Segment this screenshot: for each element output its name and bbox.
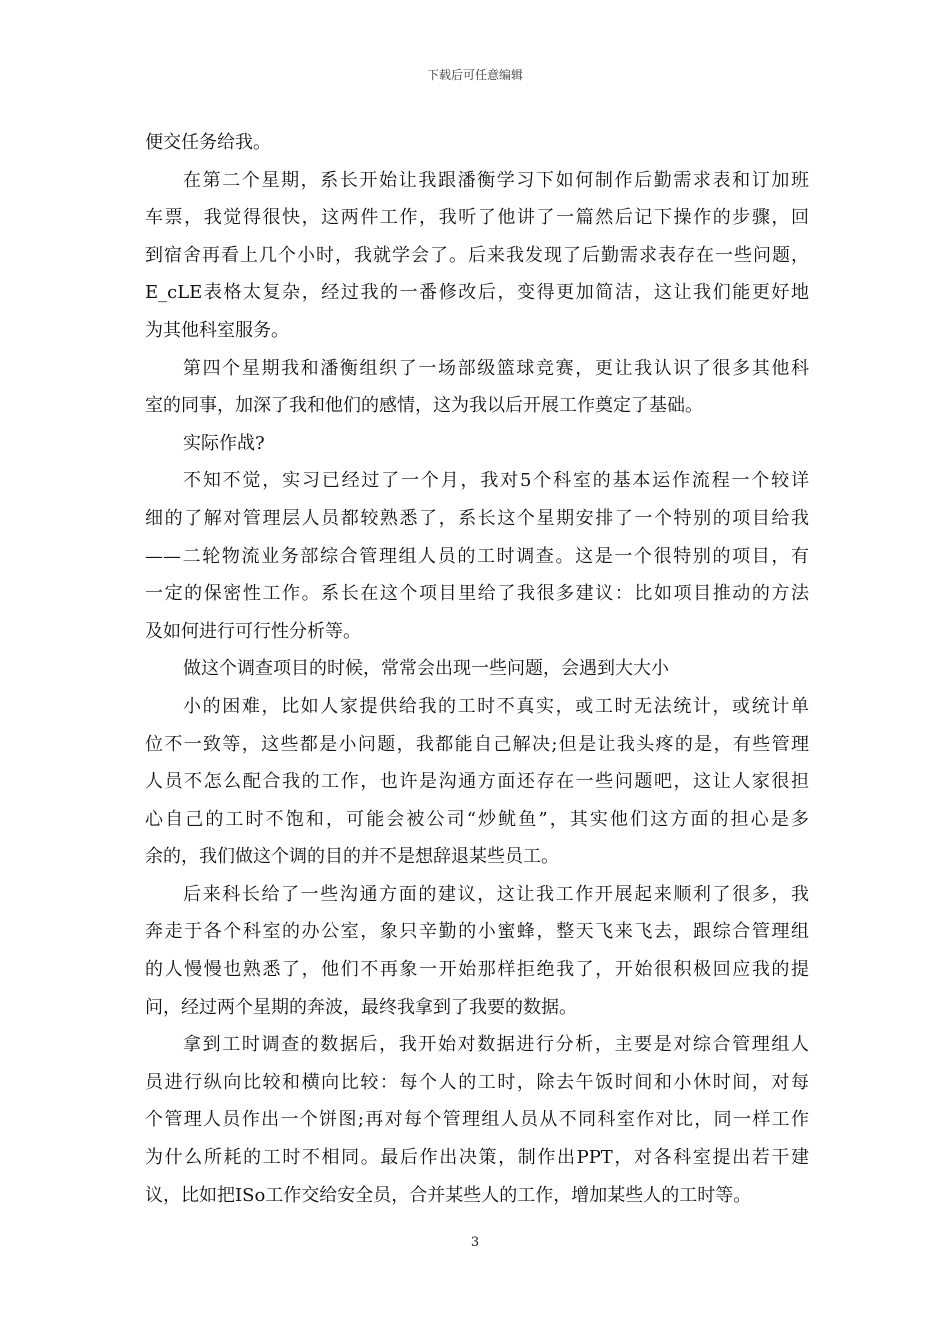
text-line: 心自己的工时不饱和，可能会被公司“炒鱿鱼”，其实他们这方面的担心是多 [145, 808, 809, 830]
text-line: 问，经过两个星期的奔波，最终我拿到了我要的数据。 [145, 996, 577, 1018]
page-number: 3 [470, 1235, 480, 1250]
text-line: 第四个星期我和潘衡组织了一场部级篮球竞赛，更让我认识了很多其他科 [183, 357, 809, 379]
text-line: 及如何进行可行性分析等。 [145, 620, 361, 642]
text-line: 员进行纵向比较和横向比较：每个人的工时，除去午饭时间和小休时间，对每 [145, 1071, 809, 1093]
text-line: 议，比如把ISo工作交给安全员，合并某些人的工作，增加某些人的工时等。 [145, 1184, 752, 1206]
text-line: 人员不怎么配合我的工作，也许是沟通方面还存在一些问题吧，这让人家很担 [145, 771, 809, 793]
text-line: 拿到工时调查的数据后，我开始对数据进行分析，主要是对综合管理组人 [183, 1034, 809, 1056]
text-line: 到宿舍再看上几个小时，我就学会了。后来我发现了后勤需求表存在一些问题， [145, 244, 809, 266]
text-line: 小的困难，比如人家提供给我的工时不真实，或工时无法统计，或统计单 [183, 695, 809, 717]
text-line: 一定的保密性工作。系长在这个项目里给了我很多建议：比如项目推动的方法 [145, 583, 809, 605]
text-line: 余的，我们做这个调的目的并不是想辞退某些员工。 [145, 846, 559, 868]
text-line: 细的了解对管理层人员都较熟悉了，系长这个星期安排了一个特别的项目给我 [145, 507, 809, 529]
text-line: 后来科长给了一些沟通方面的建议，这让我工作开展起来顺利了很多，我 [183, 883, 809, 905]
text-line: 个管理人员作出一个饼图;再对每个管理组人员从不同科室作对比，同一样工作 [145, 1109, 809, 1131]
text-line: 便交任务给我。 [145, 132, 271, 153]
text-line: 的人慢慢也熟悉了，他们不再象一开始那样拒绝我了，开始很积极回应我的提 [145, 959, 809, 981]
text-line: 做这个调查项目的时候，常常会出现一些问题，会遇到大大小 [183, 658, 669, 680]
text-line: 实际作战? [183, 432, 265, 454]
text-line: 为什么所耗的工时不相同。最后作出决策，制作出PPT，对各科室提出若干建 [145, 1147, 809, 1169]
document-body [145, 124, 809, 1214]
text-line: 在第二个星期，系长开始让我跟潘衡学习下如何制作后勤需求表和订加班 [183, 169, 809, 191]
page-header: 下载后可任意编辑 [426, 68, 523, 82]
text-line: 室的同事，加深了我和他们的感情，这为我以后开展工作奠定了基础。 [145, 395, 703, 417]
text-line: 车票，我觉得很快，这两件工作，我听了他讲了一篇然后记下操作的步骤，回 [145, 207, 809, 229]
text-line: E_cLE表格太复杂，经过我的一番修改后，变得更加简洁，这让我们能更好地 [145, 282, 809, 304]
text-line: ——二轮物流业务部综合管理组人员的工时调查。这是一个很特别的项目，有 [145, 545, 809, 567]
text-line: 为其他科室服务。 [145, 319, 289, 341]
text-line: 位不一致等，这些都是小问题，我都能自己解决;但是让我头疼的是，有些管理 [145, 733, 809, 755]
text-line: 不知不觉，实习已经过了一个月，我对5个科室的基本运作流程一个较详 [183, 470, 809, 492]
text-line: 奔走于各个科室的办公室，象只辛勤的小蜜蜂，整天飞来飞去，跟综合管理组 [145, 921, 809, 943]
